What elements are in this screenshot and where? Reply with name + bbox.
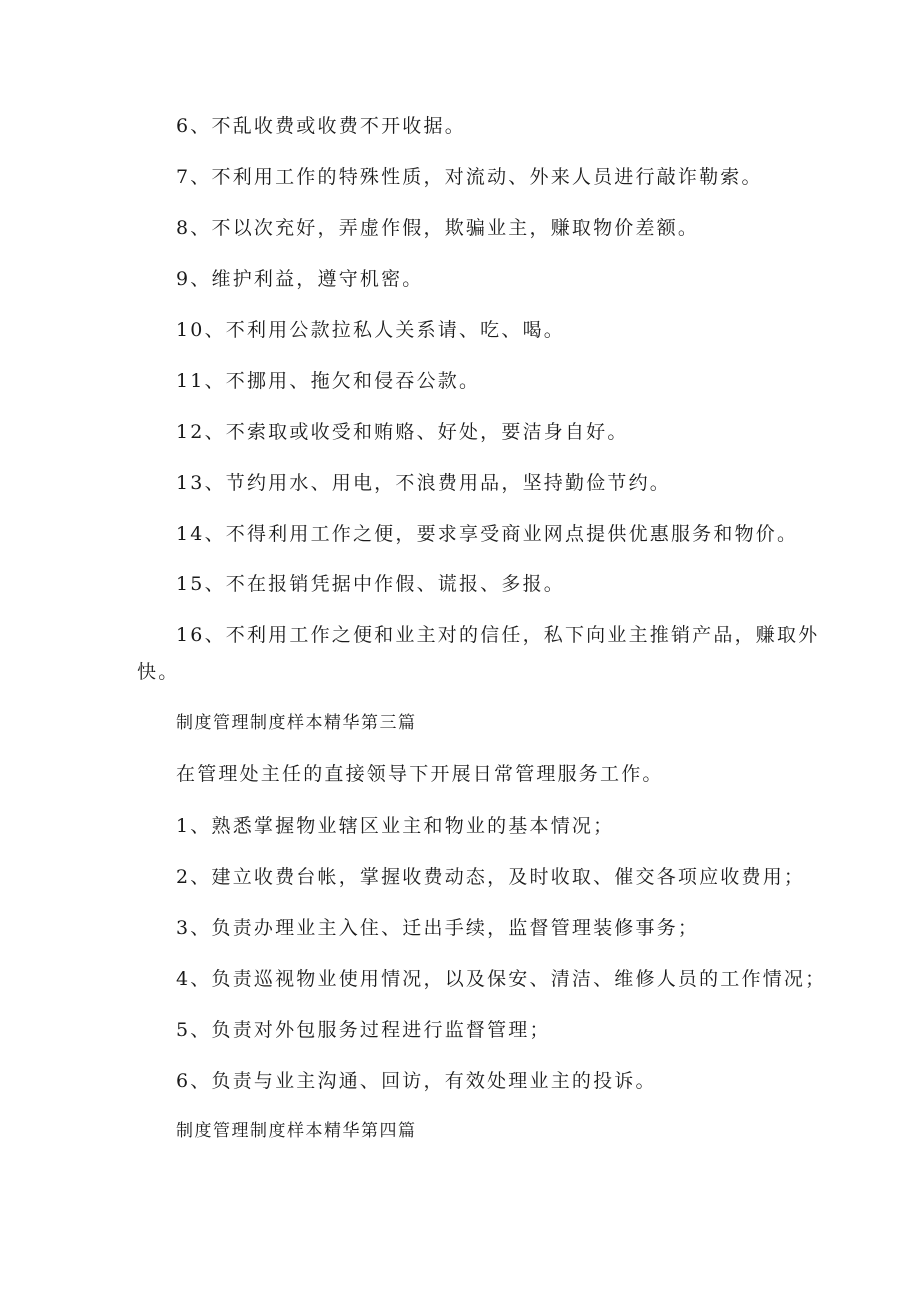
rule-item-9: 9、维护利益，遵守机密。 bbox=[176, 268, 424, 290]
duty-item-3: 3、负责办理业主入住、迁出手续，监督管理装修事务； bbox=[176, 917, 700, 939]
rule-item-14: 14、不得利用工作之便，要求享受商业网点提供优惠服务和物价。 bbox=[176, 523, 799, 545]
duty-item-1: 1、熟悉掌握物业辖区业主和物业的基本情况； bbox=[176, 815, 615, 837]
duty-item-6: 6、负责与业主沟通、回访，有效处理业主的投诉。 bbox=[176, 1070, 657, 1092]
rule-item-13: 13、节约用水、用电，不浪费用品，坚持勤俭节约。 bbox=[176, 472, 671, 494]
section-3-intro: 在管理处主任的直接领导下开展日常管理服务工作。 bbox=[176, 763, 664, 785]
duty-item-5: 5、负责对外包服务过程进行监督管理； bbox=[176, 1019, 551, 1041]
rule-item-16: 16、不利用工作之便和业主对的信任，私下向业主推销产品，赚取外 bbox=[176, 624, 820, 646]
section-3-title: 制度管理制度样本精华第三篇 bbox=[176, 713, 417, 733]
duty-item-4: 4、负责巡视物业使用情况，以及保安、清洁、维修人员的工作情况； bbox=[176, 968, 827, 990]
rule-item-10: 10、不利用公款拉私人关系请、吃、喝。 bbox=[176, 319, 565, 341]
rule-item-16-continuation: 快。 bbox=[137, 661, 180, 683]
rule-item-7: 7、不利用工作的特殊性质，对流动、外来人员进行敲诈勒索。 bbox=[176, 166, 763, 188]
rule-item-11: 11、不挪用、拖欠和侵吞公款。 bbox=[176, 370, 481, 392]
duty-item-2: 2、建立收费台帐，掌握收费动态，及时收取、催交各项应收费用； bbox=[176, 866, 806, 888]
rule-item-8: 8、不以次充好，弄虚作假，欺骗业主，赚取物价差额。 bbox=[176, 217, 700, 239]
section-4-title: 制度管理制度样本精华第四篇 bbox=[176, 1121, 417, 1141]
rule-item-12: 12、不索取或收受和贿赂、好处，要洁身自好。 bbox=[176, 421, 629, 443]
rule-item-6: 6、不乱收费或收费不开收据。 bbox=[176, 115, 466, 137]
rule-item-15: 15、不在报销凭据中作假、谎报、多报。 bbox=[176, 573, 565, 595]
